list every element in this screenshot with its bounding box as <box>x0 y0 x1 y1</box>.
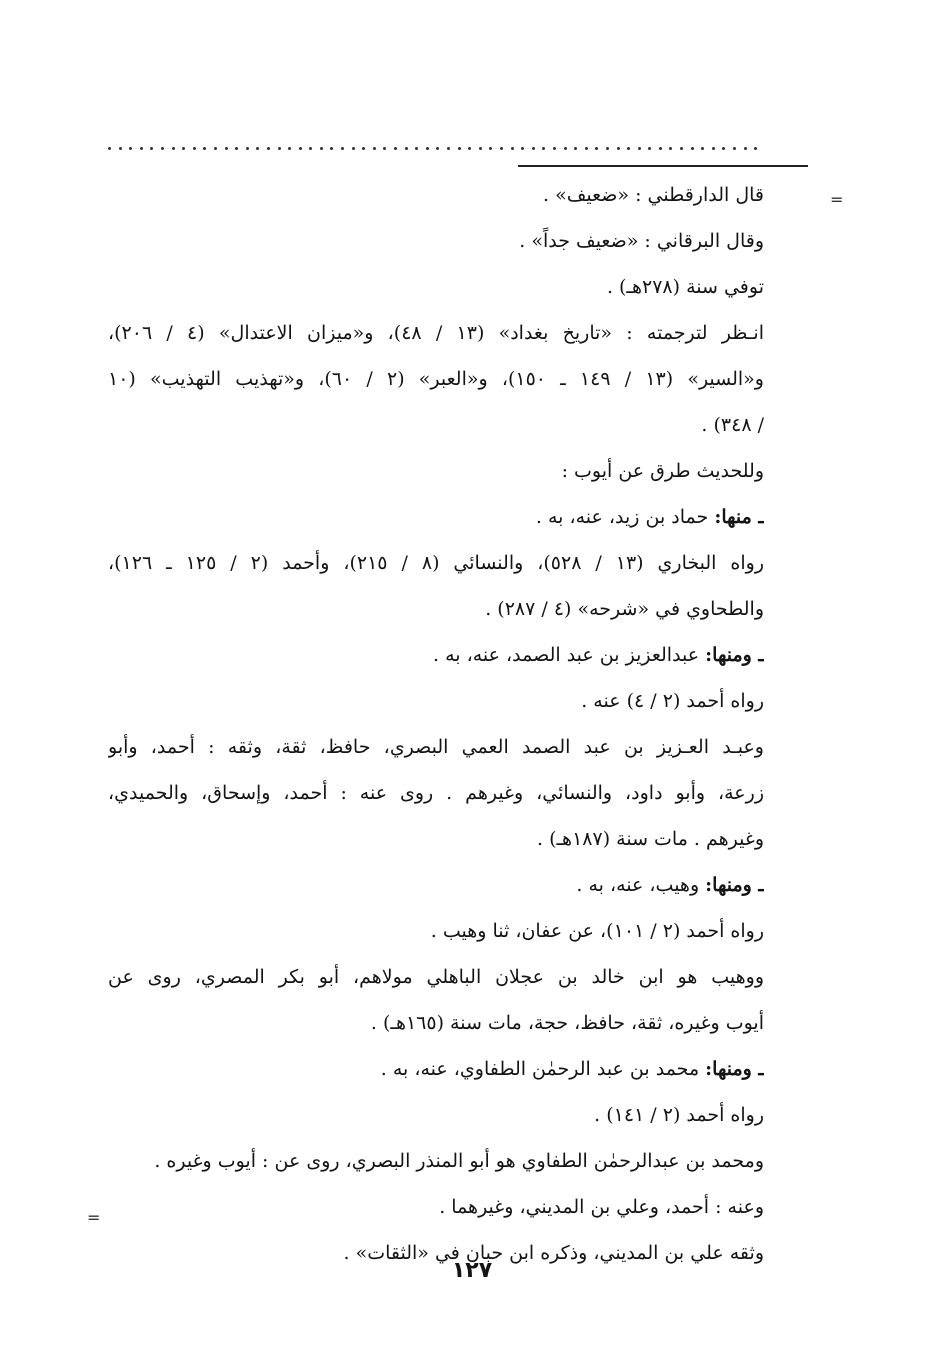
separator-dot <box>542 147 545 150</box>
separator-dot <box>564 147 567 150</box>
separator-dot <box>744 147 747 150</box>
separator-dot <box>225 147 228 150</box>
separator-dot <box>500 147 503 150</box>
line-lead: ـ ومنها: <box>705 874 764 896</box>
separator-dot <box>458 147 461 150</box>
separator-dot <box>701 147 704 150</box>
separator-dot <box>299 147 302 150</box>
separator-dot <box>511 147 514 150</box>
line-lead: ـ ومنها: <box>705 1058 764 1080</box>
text-line: ـ منها: حماد بن زيد، عنه، به . <box>535 506 764 528</box>
separator-dot <box>595 147 598 150</box>
text-line: انـظر لترجمته : «تاريخ بغداد» (١٣ / ٤٨)، و«ميزان الاعتدال» (٤ / ٢٠٦)، <box>108 322 764 344</box>
dotted-separator <box>108 142 758 154</box>
separator-dot <box>521 147 524 150</box>
text-line: ومحمد بن عبدالرحمٰن الطفاوي هو أبو المنذر البصري، روى عن : أيوب وغيره . <box>154 1150 764 1172</box>
text-line: و«السير» (١٣ / ١٤٩ ـ ١٥٠)، و«العبر» (٢ / ٦٠)، و«تهذيب التهذيب» (١٠ <box>108 368 764 390</box>
separator-dot <box>638 147 641 150</box>
text-line: رواه أحمد (٢ / ١٠١)، عن عفان، ثنا وهيب . <box>430 920 764 942</box>
separator-dot <box>161 147 164 150</box>
separator-dot <box>309 147 312 150</box>
text-line: وغيرهم . مات سنة (١٨٧هـ) . <box>537 828 764 850</box>
separator-dot <box>140 147 143 150</box>
text-line: قال الدارقطني : «ضعيف» . <box>543 184 764 206</box>
separator-dot <box>617 147 620 150</box>
separator-dot <box>330 147 333 150</box>
separator-dot <box>203 147 206 150</box>
separator-dot <box>288 147 291 150</box>
separator-dot <box>712 147 715 150</box>
separator-dot <box>214 147 217 150</box>
separator-dot <box>532 147 535 150</box>
separator-dot <box>722 147 725 150</box>
separator-dot <box>405 147 408 150</box>
separator-dot <box>108 147 111 150</box>
separator-dot <box>383 147 386 150</box>
separator-dot <box>733 147 736 150</box>
separator-dot <box>479 147 482 150</box>
separator-dot <box>669 147 672 150</box>
separator-dot <box>436 147 439 150</box>
text-line: / ٣٤٨) . <box>701 414 764 436</box>
text-line: ـ ومنها: محمد بن عبد الرحمٰن الطفاوي، عنه، به . <box>380 1058 764 1080</box>
separator-dot <box>468 147 471 150</box>
margin-mark-top: = <box>830 190 844 209</box>
separator-dot <box>267 147 270 150</box>
separator-dot <box>489 147 492 150</box>
separator-dot <box>574 147 577 150</box>
line-lead: ـ منها: <box>714 506 764 528</box>
separator-dot <box>119 147 122 150</box>
margin-mark-bottom: = <box>87 1208 101 1227</box>
separator-dot <box>648 147 651 150</box>
text-line: رواه أحمد (٢ / ٤) عنه . <box>581 690 764 712</box>
text-line: وللحديث طرق عن أيوب : <box>561 460 764 482</box>
separator-dot <box>278 147 281 150</box>
text-line: رواه أحمد (٢ / ١٤١) . <box>594 1104 764 1126</box>
separator-dot <box>627 147 630 150</box>
separator-dot <box>373 147 376 150</box>
text-line: وعنه : أحمد، وعلي بن المديني، وغيرهما . <box>439 1196 764 1218</box>
separator-dot <box>150 147 153 150</box>
text-line: ـ ومنها: وهيب، عنه، به . <box>576 874 764 896</box>
text-line: وقال البرقاني : «ضعيف جداً» . <box>519 230 764 252</box>
separator-dot <box>320 147 323 150</box>
separator-dot <box>362 147 365 150</box>
text-line: والطحاوي في «شرحه» (٤ / ٢٨٧) . <box>485 598 764 620</box>
text-line: أيوب وغيره، ثقة، حافظ، حجة، مات سنة (١٦٥هـ) . <box>370 1012 764 1034</box>
separator-dot <box>182 147 185 150</box>
separator-dot <box>447 147 450 150</box>
separator-dot <box>172 147 175 150</box>
separator-dot <box>606 147 609 150</box>
separator-dot <box>415 147 418 150</box>
text-line: توفي سنة (٢٧٨هـ) . <box>606 276 764 298</box>
text-line: ـ ومنها: عبدالعزيز بن عبد الصمد، عنه، به . <box>433 644 764 666</box>
separator-dot <box>394 147 397 150</box>
separator-dot <box>426 147 429 150</box>
separator-dot <box>680 147 683 150</box>
text-line: وثقه علي بن المديني، وذكره ابن حبان في «الثقات» . <box>343 1242 764 1264</box>
separator-dot <box>754 147 757 150</box>
separator-dot <box>129 147 132 150</box>
text-line: ووهيب هو ابن خالد بن عجلان الباهلي مولاهم، أبو بكر المصري، روى عن <box>108 966 764 988</box>
separator-dot <box>553 147 556 150</box>
separator-dot <box>246 147 249 150</box>
footnote-body <box>108 172 764 1276</box>
separator-dot <box>256 147 259 150</box>
separator-dot <box>691 147 694 150</box>
footnote-rule <box>518 165 808 167</box>
line-lead: ـ ومنها: <box>705 644 764 666</box>
page-number: ١٢٧ <box>451 1258 493 1283</box>
text-line: رواه البخاري (١٣ / ٥٢٨)، والنسائي (٨ / ٢١٥)، وأحمد (٢ / ١٢٥ ـ ١٢٦)، <box>108 552 764 574</box>
separator-dot <box>659 147 662 150</box>
separator-dot <box>193 147 196 150</box>
separator-dot <box>585 147 588 150</box>
text-line: زرعة، وأبو داود، والنسائي، وغيرهم . روى عنه : أحمد، وإسحاق، والحميدي، <box>108 782 764 804</box>
separator-dot <box>352 147 355 150</box>
separator-dot <box>235 147 238 150</box>
separator-dot <box>341 147 344 150</box>
text-line: وعبـد العـزيز بن عبد الصمد العمي البصري، حافظ، ثقة، وثقه : أحمد، وأبو <box>108 736 764 758</box>
